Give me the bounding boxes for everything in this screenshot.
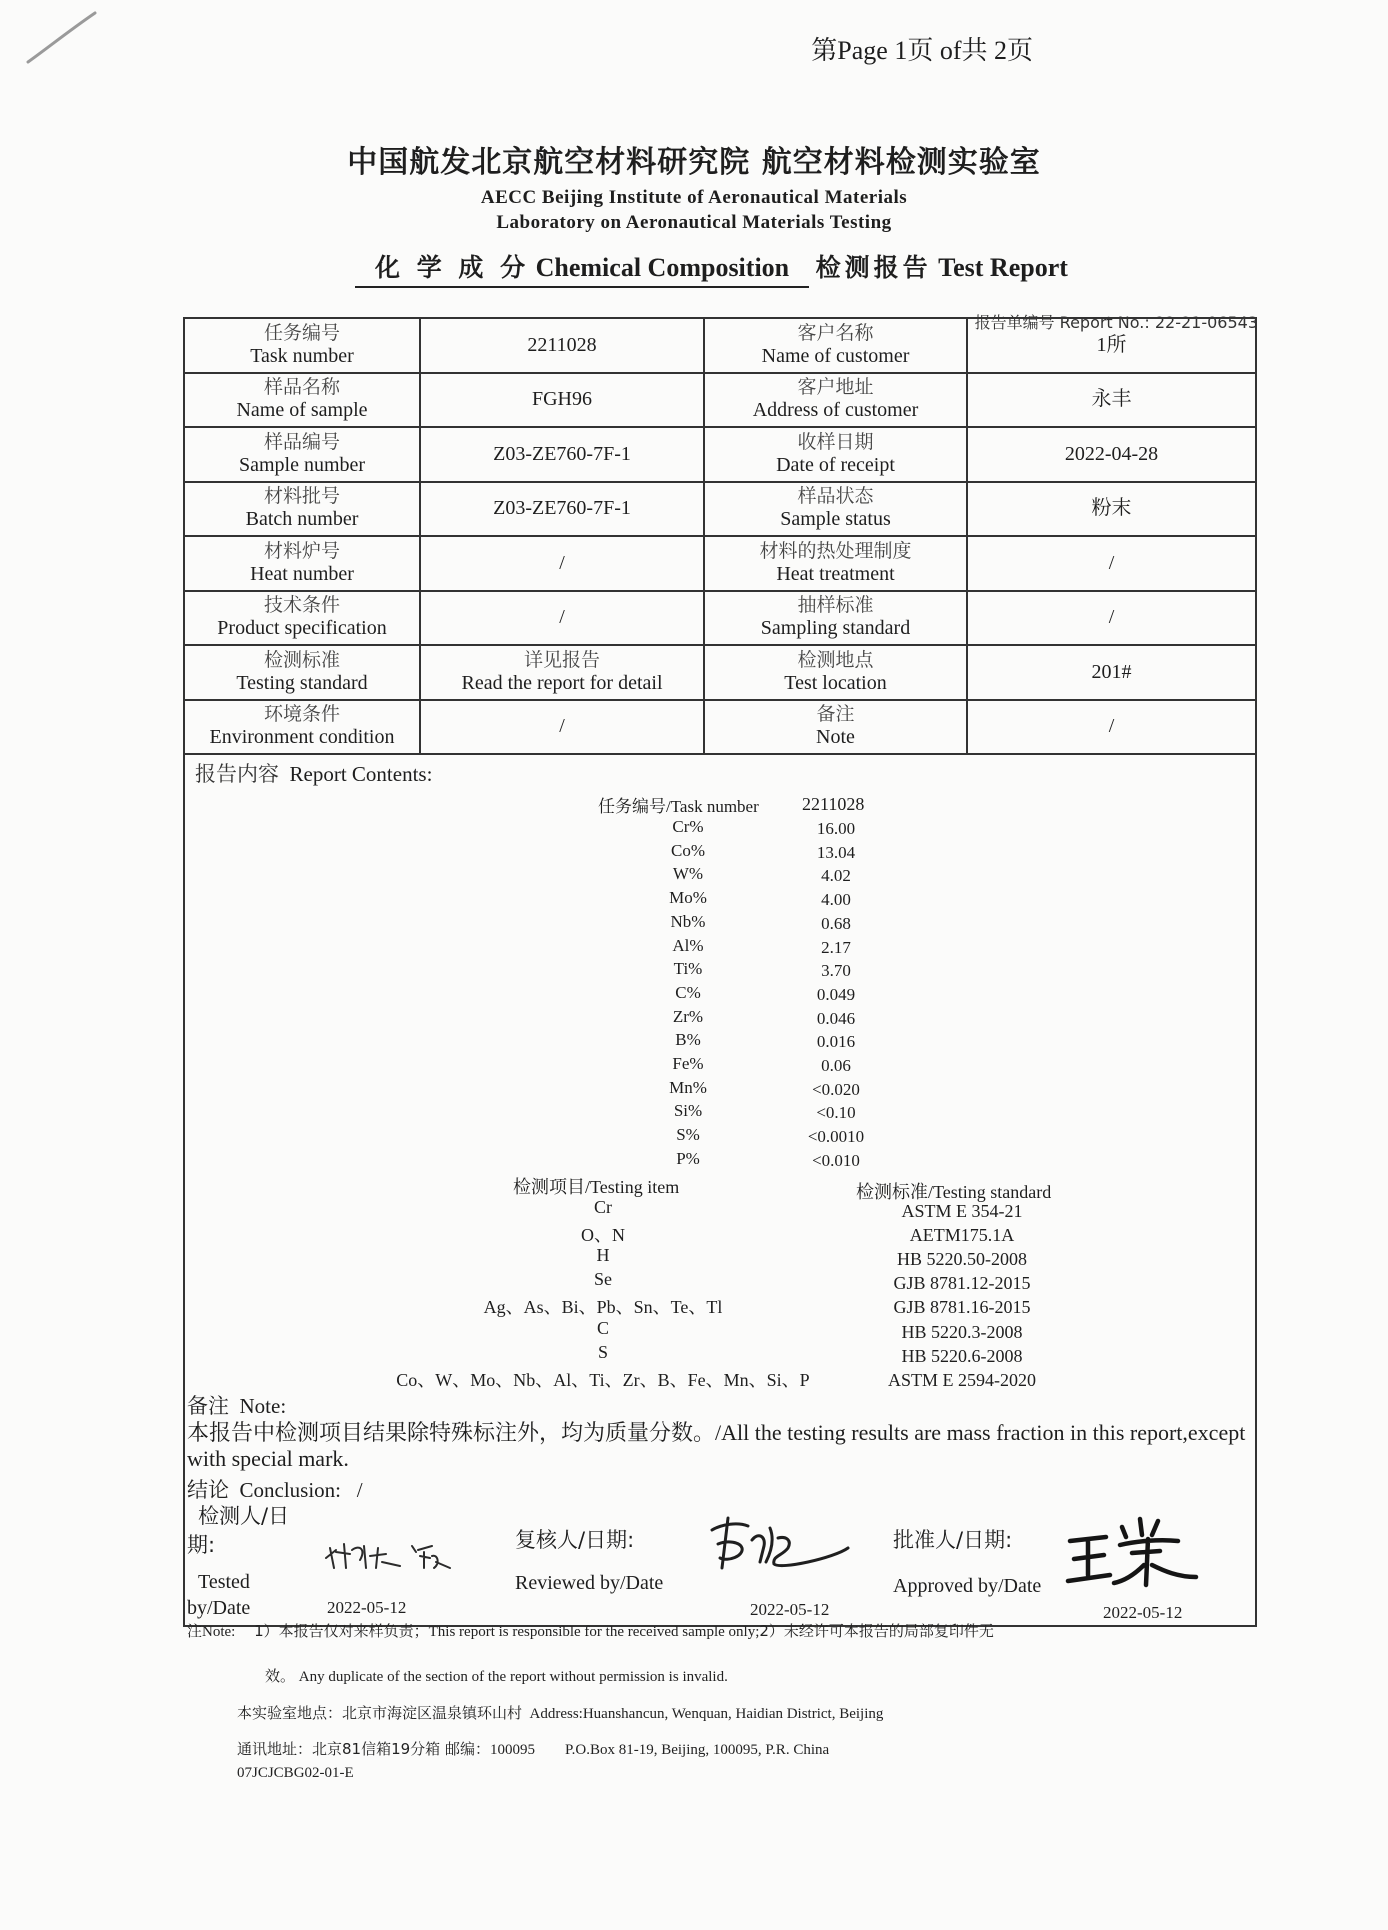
result-value: 2.17 [821,937,851,957]
tested-label-cn-2: 期: [187,1533,216,1557]
testing-item: Se [594,1269,612,1290]
info-value: 2211028 [420,318,704,373]
report-type: 化 学 成 分 Chemical Composition [355,248,809,288]
info-value-right: / [967,591,1256,646]
testing-standard: AETM175.1A [909,1225,1015,1246]
info-value-right: 1所 [967,318,1256,373]
info-value-right: 2022-04-28 [967,427,1256,482]
result-element: Mo% [669,888,707,908]
info-value-right: / [967,700,1256,755]
reviewed-date: 2022-05-12 [750,1600,830,1619]
testing-item: O、N [581,1225,625,1246]
info-label: 材料批号 Batch number [184,482,420,537]
approved-date: 2022-05-12 [1103,1603,1183,1622]
result-value: 0.68 [821,913,851,933]
info-label-right: 客户地址 Address of customer [704,373,967,428]
info-value: FGH96 [420,373,704,428]
info-label-right: 样品状态 Sample status [704,482,967,537]
result-value: 0.049 [816,984,856,1004]
result-element: S% [676,1125,700,1145]
info-label: 检测标准 Testing standard [184,645,420,700]
testing-standard: GJB 8781.16-2015 [893,1297,1031,1318]
result-element: Ti% [673,959,703,979]
info-row [184,373,1256,428]
info-value: / [420,536,704,591]
result-element: Zr% [672,1006,704,1026]
result-value: <0.010 [812,1150,860,1170]
info-label: 样品名称 Name of sample [184,373,420,428]
testing-item: Cr [594,1197,612,1217]
testing-standard: HB 5220.3-2008 [901,1321,1023,1342]
results-task-header: 任务编号/Task number [598,797,759,817]
result-element: Cr% [672,817,704,836]
info-row [184,645,1256,700]
result-value: 0.06 [821,1056,851,1075]
lab-title-cn: 中国航发北京航空材料研究院 航空材料检测实验室 [347,145,1041,180]
testing-standard: ASTM E 354-21 [901,1201,1023,1221]
testing-standard: HB 5220.6-2008 [901,1345,1023,1366]
testing-item-header: 检测项目/Testing item [513,1177,680,1198]
testing-item: Ag、As、Bi、Pb、Sn、Te、Tl [483,1297,723,1318]
result-value: 0.046 [816,1008,856,1028]
result-value: 4.00 [821,890,851,910]
result-value: 4.02 [821,866,851,886]
footer-line-2: 效。 Any duplicate of the section of the report without permission is invalid. [265,1667,728,1685]
note-label: 备注 Note: [187,1394,287,1418]
result-value: <0.020 [812,1079,860,1099]
info-value-right: 粉末 [967,482,1256,537]
result-element: P% [676,1148,700,1168]
tested-date: 2022-05-12 [327,1598,407,1617]
report-contents-label: 报告内容 Report Contents: [195,762,433,786]
info-label-right: 收样日期 Date of receipt [704,427,967,482]
result-value: 13.04 [816,842,856,862]
info-value: / [420,700,704,755]
info-label: 材料炉号 Heat number [184,536,420,591]
info-row [184,536,1256,591]
approved-signature [1060,1505,1210,1595]
info-value-right: 永丰 [967,373,1256,428]
tested-label-en-2: by/Date [187,1597,251,1619]
testing-standard: HB 5220.50-2008 [897,1249,1027,1270]
info-label: 样品编号 Sample number [184,427,420,482]
info-value-right: 201# [967,645,1256,700]
report-label-cn: 检测报告 [815,253,932,282]
report-label-en: Test Report [938,253,1068,282]
footer-address: 本实验室地点：北京市海淀区温泉镇环山村 Address:Huanshancun, Wenquan, Haidian District, Beijing [237,1704,884,1722]
testing-standard-header: 检测标准/Testing standard [856,1182,1052,1203]
testing-item: Co、W、Mo、Nb、Al、Ti、Zr、B、Fe、Mn、Si、P [396,1369,810,1390]
result-value: 16.00 [816,819,856,838]
reviewed-label-en: Reviewed by/Date [515,1572,664,1594]
lab-title-en-1: AECC Beijing Institute of Aeronautical Materials [480,187,908,208]
pen-mark-decoration [25,10,105,70]
testing-item: C [596,1317,609,1338]
result-element: Co% [671,840,705,860]
page-indicator: 第Page 1页 of共 2页 [811,36,1033,65]
report-title [355,248,1068,288]
footer-mailing: 通讯地址：北京81信箱19分箱 邮编：100095 P.O.Box 81-19, Beijing, 100095, P.R. China [237,1740,830,1758]
info-label-right: 检测地点 Test location [704,645,967,700]
result-value: 0.016 [816,1032,856,1052]
approved-label-en: Approved by/Date [893,1575,1042,1597]
info-label: 技术条件 Product specification [184,591,420,646]
info-row [184,427,1256,482]
result-value: 3.70 [821,961,851,981]
testing-item: H [596,1245,610,1266]
info-row [184,318,1256,373]
info-table [183,317,1257,755]
result-value: <0.10 [816,1103,856,1123]
info-row [184,482,1256,537]
result-element: C% [675,982,701,1002]
result-element: Si% [673,1101,703,1121]
tested-label-en-1: Tested [198,1571,250,1593]
info-label: 任务编号 Task number [184,318,420,373]
doc-code: 07JCJCBG02-01-E [237,1765,354,1781]
testing-item: S [597,1341,608,1362]
info-label-right: 客户名称 Name of customer [704,318,967,373]
reviewed-signature [700,1510,860,1580]
result-element: Mn% [669,1077,707,1097]
result-element: Fe% [672,1054,704,1073]
lab-title-en-2: Laboratory on Aeronautical Materials Testing [496,212,892,233]
info-label-right: 材料的热处理制度 Heat treatment [704,536,967,591]
info-label-right: 备注 Note [704,700,967,755]
info-row [184,700,1256,755]
note-text: 本报告中检测项目结果除特殊标注外，均为质量分数。/All the testing results are mass fraction in this report,except with special mark. [187,1420,1246,1472]
result-element: W% [672,864,704,884]
info-value-right: / [967,536,1256,591]
info-value: Z03-ZE760-7F-1 [420,427,704,482]
result-element: Al% [672,935,704,955]
info-row [184,591,1256,646]
result-element: B% [675,1030,701,1050]
tested-label-cn-1: 检测人/日 [198,1504,290,1528]
report-number: 报告单编号 Report No.: 22-21-06543 [974,313,1258,332]
footer-line-1: 注Note: 1）本报告仅对来样负责；This report is responsible for the received sample only;2）未经许可本报告的局部复印件无 [187,1622,994,1640]
result-value: <0.0010 [807,1127,865,1147]
reviewed-label-cn: 复核人/日期: [515,1528,635,1552]
results-task-number: 2211028 [802,794,865,814]
info-label-right: 抽样标准 Sampling standard [704,591,967,646]
approved-label-cn: 批准人/日期: [893,1528,1013,1552]
tested-signature [320,1530,470,1580]
info-value: Z03-ZE760-7F-1 [420,482,704,537]
testing-standard: GJB 8781.12-2015 [893,1273,1031,1294]
info-label: 环境条件 Environment condition [184,700,420,755]
info-value: / [420,591,704,646]
info-value: 详见报告 Read the report for detail [420,645,704,700]
testing-standard: ASTM E 2594-2020 [888,1369,1036,1390]
conclusion: 结论 Conclusion: / [187,1478,363,1502]
result-element: Nb% [670,911,706,931]
